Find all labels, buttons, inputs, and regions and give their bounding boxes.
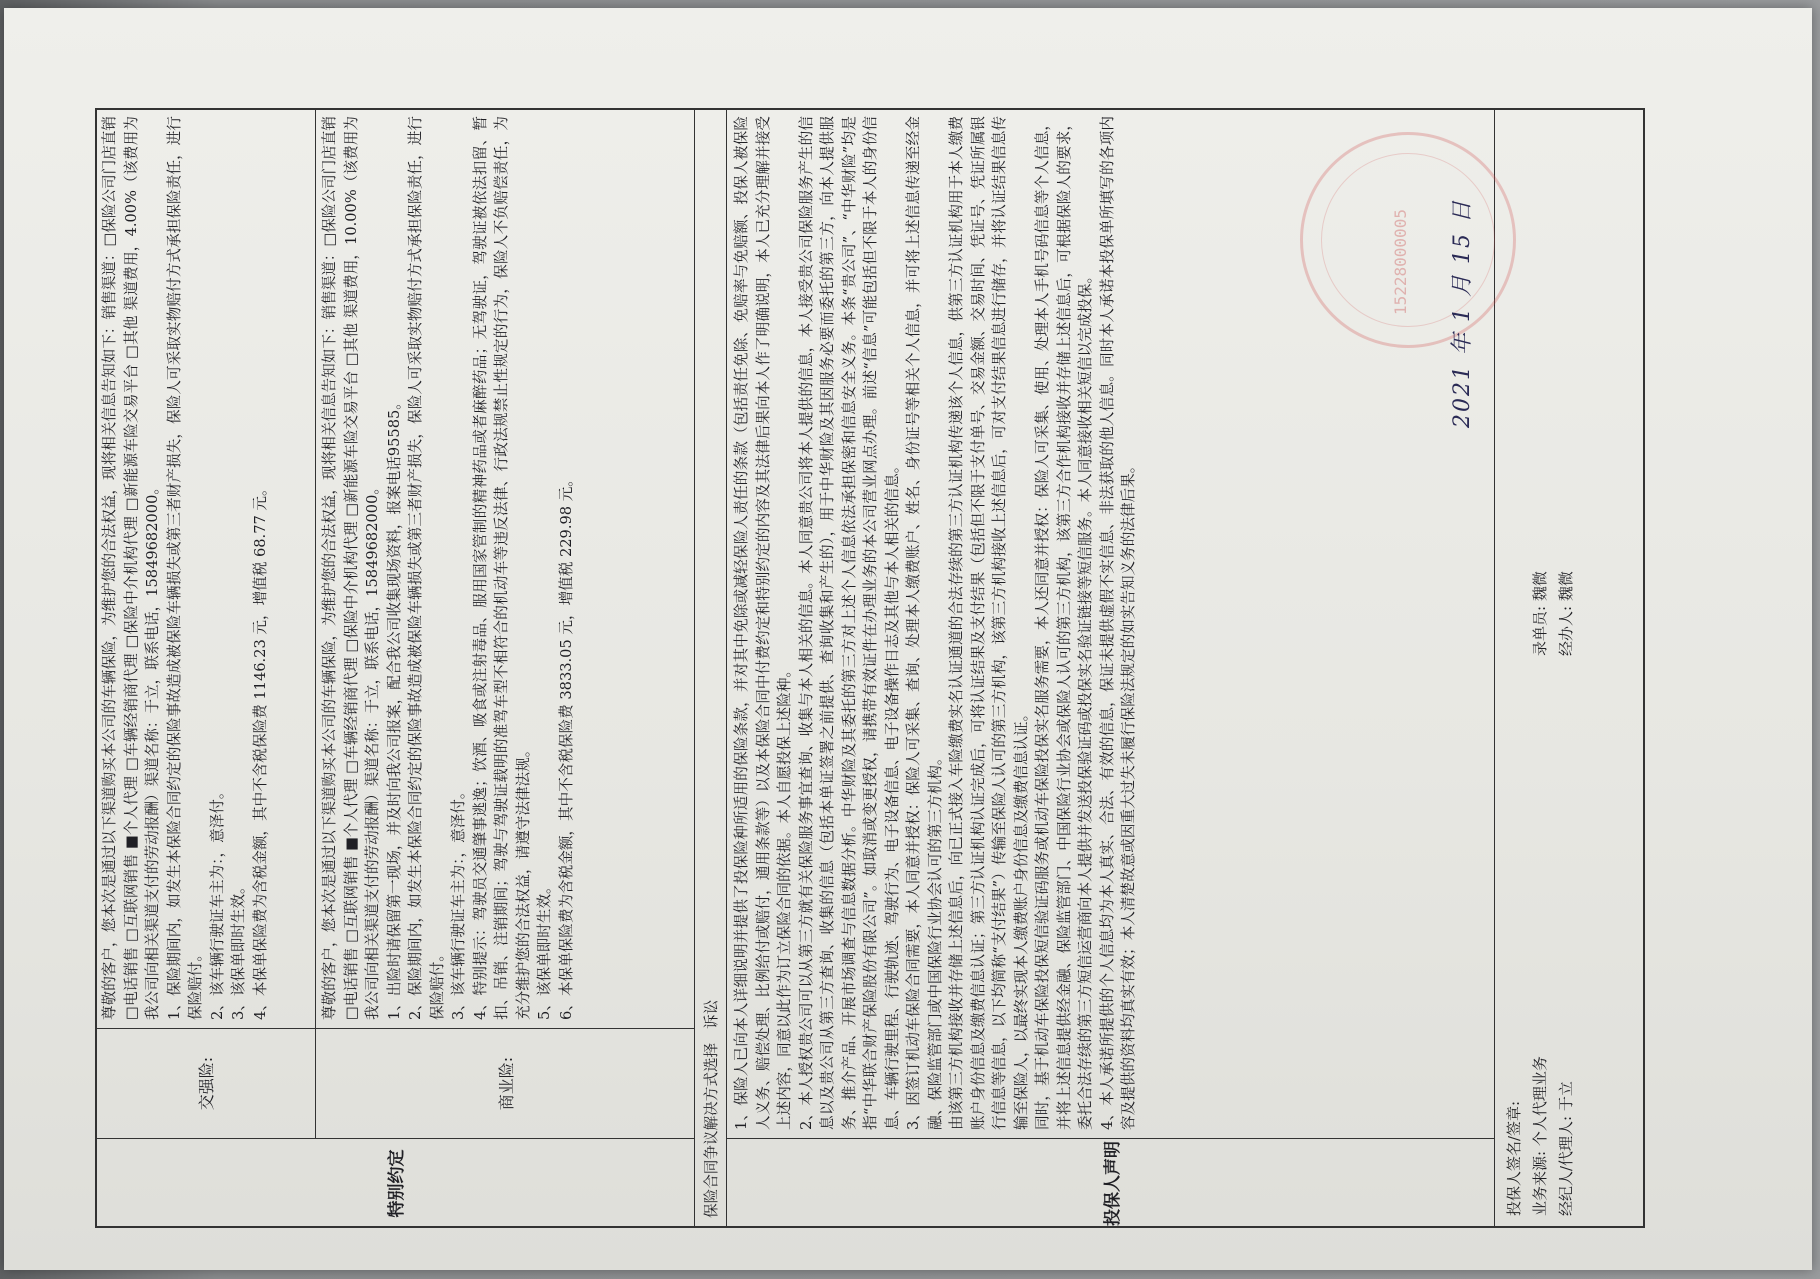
declaration-row	[727, 108, 1495, 1228]
declaration-para-1: 2、本人授权贵公司可以从第三方就有关保险服务事宜查询、收集与本人相关的信息。本人同意贵公司将本人提供的信息，本人接受贵公司保险服务产生的信息以及贵公司从第三方查询、收集的信息（包括本单证签署之前提供、查询收集和产生的），用于中华财险及其因服务必要而委托的第三方，向本人提供服务、推介产品、开展市场调查与信息数据分析。中华财险及其委托的第三方对上述个人信息依法承担保密和信息安全义务。本条“贵公司”、“中华财险”均是指“中华联合财产保险股份有限公司”。如取消或变更授权，请携带有效证件在办理业务的本公司营业网点办理。前述“信息”可能包括但不限于本人的身份信息、车辆行驶里程、行驶轨迹、驾驶行为、电子设备信息、电子设备操作日志及其他与本人相关的信息。	[797, 116, 901, 1130]
syx-para-3: 3、该车辆行驶证车主为：，意泽付。	[450, 784, 467, 1020]
syx-para-2: 2、保险期间内，如发生本保险合同约定的保险事故造成被保险车辆损失或第三者财产损失，保险人可采取实物赔付方式承担保险责任，进行保险赔付。	[407, 116, 446, 1020]
jqx-section	[95, 108, 316, 1138]
declaration-content	[727, 108, 1494, 1138]
jqx-content	[95, 108, 315, 1028]
policy-document-rotated	[95, 108, 1645, 1228]
applicant-sign-label: 投保人签名/签章:	[1505, 1100, 1523, 1216]
dispute-row	[695, 108, 727, 1228]
special-agreement-label: 特别约定	[95, 1138, 694, 1228]
jqx-para-3: 3、该保单即时生效。	[230, 879, 247, 1020]
jqx-para-4: 4、本保单保险费为含税金额，其中不含税保险费 1146.23 元，增值税 68.77 元。	[251, 481, 269, 1020]
handler-label: 经办人:	[1557, 605, 1575, 656]
syx-para-5: 5、该保单即时生效。	[536, 879, 553, 1020]
jqx-label: 交强险:	[95, 1028, 315, 1138]
agent-value: 于立	[1557, 1081, 1575, 1112]
dispute-label: 保险合同争议解决方式选择	[703, 1042, 720, 1218]
syx-content	[315, 108, 695, 1028]
agent-label: 经纪人/代理人:	[1557, 1115, 1575, 1216]
declaration-para-5: 4、本人承诺所提供的个人信息均为本人真实、合法、有效的信息，保证未提供虚假不实信息、非法获取的他人信息。同时本人承诺本投保单所填写的各项内容及提供的资料均真实有效；本人清楚故意或因重大过失未履行保险法规定的如实告知义务的法律后果。	[1098, 116, 1137, 1130]
declaration-para-3: 由该第三方机构接收并存储上述信息后，向已正式接入车险缴费实名认证通道的合法存续的第三方认证机构传递该个人信息，供第三方认证机构用于本人缴费账户身份信息及缴费信息认证；第三方认证机构认证完成后，可将认证结果及支付结果（包括但不限于支付单号、交易金额、交易时间、凭证号、凭证所属银行信息等信息，以下均简称“支付结果”）传输至保险人认可的第三方机构，该第三方机构接收上述信息后，可对支付结果信息进行储存，并将认证结果信息传输至保险人，以最终实现本人缴费账户身份信息及缴费信息认证。	[948, 116, 1030, 1130]
signature-row	[1495, 108, 1645, 1228]
handwritten-date: 2021 年 1 月 15 日	[1450, 199, 1475, 428]
source-value: 个人代理业务	[1531, 1056, 1549, 1147]
dispute-content	[695, 108, 726, 1228]
syx-para-1: 1、出险时请保留第一现场，并及时向我公司报案，配合我公司收集现场资料，报案电话95585。	[385, 395, 403, 1020]
declaration-para-0: 1、保险人已向本人详细说明并提供了投保险种所适用的保险条款，并对其中免除或减轻保险人责任的条款（包括责任免除、免赔率与免赔额、投保人被保险人义务、赔偿处理、比例给付或赔付，通用条款等）以及本保险合同中付费约定和特别约定的内容及其法律后果向本人作了明确说明，本人已充分理解并接受上述内容，同意以此作为订立保险合同的依据。本人自愿投保上述险种。	[733, 116, 793, 1130]
dispute-value: 诉讼	[703, 999, 720, 1029]
jqx-para-0: 尊敬的客户，您本次是通过以下渠道购买本公司的车辆保险，为维护您的合法权益，现将相关信息告知如下：销售渠道：□保险公司门店直销 □电话销售 □互联网销售 ■个人代理 □车辆经销商代理 □保险中介机构代理 □新能源车险交易平台 □其他 渠道费用，4.00%（该费用为我公司向相关渠道支付的劳动报酬）渠道名称：于立，联系电话，15849682000。	[101, 115, 161, 1020]
jqx-para-2: 2、该车辆行驶证车主为：，意泽付。	[208, 784, 226, 1020]
stamp-number: 15228000005	[1391, 209, 1410, 315]
syx-section	[315, 108, 695, 1138]
declaration-para-4: 同时，基于机动车保险投保短信验证码服务或机动车保险投保实名服务需要，本人还同意并授权：保险人可采集、使用、处理本人手机号码信息等个人信息，并将上述信息提供经金融、保险监管部门、中国保险行业协会或保险人认可的第三方机构，该第三方合作机构接收并存储上述信息后，可根据保险人的要求，委托合法存续的第三方短信运营商向本人提供并发送投保验证码或投保实名验证链接等短信服务。本人同意接收相关短信以完成投保。	[1034, 116, 1094, 1130]
syx-para-4: 4、特别提示：驾驶员交通肇事逃逸；饮酒、吸食或注射毒品、服用国家管制的精神药品或者麻醉药品；无驾驶证，驾驶证被依法扣留、暂扣、吊销、注销期间；驾驶与驾驶证载明的准驾车型不相符合的机动车等违反法律、行政法规禁止性规定的行为，保险人不负赔偿责任，为充分维护您的合法权益，请遵守法律法规。	[471, 116, 532, 1020]
source-label: 业务来源:	[1531, 1150, 1549, 1216]
recorder-label: 录单员:	[1531, 605, 1549, 656]
handler-value: 魏微	[1557, 571, 1575, 602]
jqx-para-1: 1、保险期间内，如发生本保险合同约定的保险事故造成被保险车辆损失或第三者财产损失，保险人可采取实物赔付方式承担保险责任，进行保险赔付。	[165, 116, 204, 1020]
special-agreement-row	[95, 108, 695, 1228]
recorder-value: 魏微	[1531, 571, 1549, 602]
declaration-label: 投保人声明	[727, 1138, 1494, 1228]
signature-content	[1495, 108, 1645, 1228]
declaration-para-2: 3、因签订机动车保险合同需要，本人同意并授权：保险人可采集、查询、处理本人缴费账户、姓名、身份证号等相关个人信息，并可将上述信息传递至经金融、保险监管部门或中国保险行业协会认可的第三方机构。	[905, 116, 944, 1130]
syx-para-0: 尊敬的客户，您本次是通过以下渠道购买本公司的车辆保险，为维护您的合法权益，现将相关信息告知如下：销售渠道：□保险公司门店直销 □电话销售 □互联网销售 ■个人代理 □车辆经销商代理 □保险中介机构代理 □新能源车险交易平台 □其他 渠道费用，10.00%（该费用为我公司向相关渠道支付的劳动报酬）渠道名称：于立，联系电话，15849682000。	[321, 115, 381, 1020]
syx-para-6: 6、本保单保险费为含税金额，其中不含税保险费 3833.05 元，增值税 229.98 元。	[557, 472, 575, 1020]
syx-label: 商业险:	[315, 1028, 695, 1138]
